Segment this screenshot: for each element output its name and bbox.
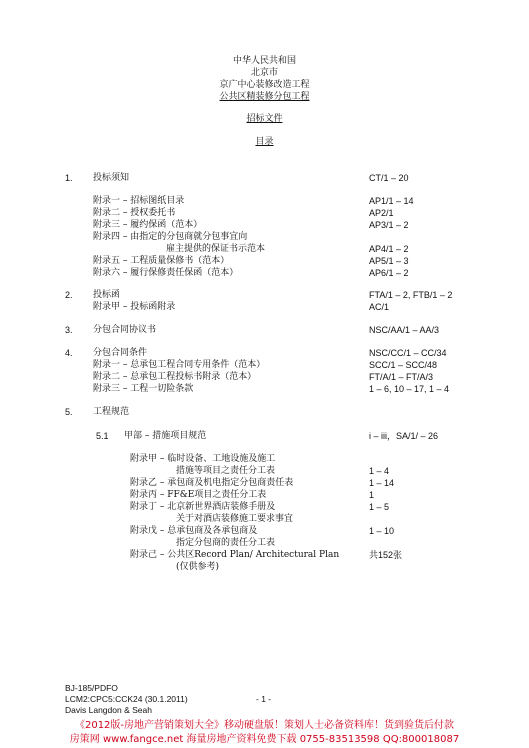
promo-banner-line2: 房策网 www.fangce.net 海量房地产资料免费下载 0755-83513598 QQ:800018087: [69, 734, 460, 745]
header-city: 北京市: [250, 68, 278, 78]
toc-appendix-continued: 措施等项目之责任分工表: [176, 466, 276, 476]
toc-subsection-title: 甲部 – 措施项目规范: [124, 431, 207, 441]
footer-doc-code: BJ-185/PDFO: [65, 683, 118, 693]
toc-ref: 1 – 14: [369, 478, 395, 488]
toc-subtitle: 附录五 – 工程质量保修书（范本）: [93, 256, 230, 266]
header-country: 中华人民共和国: [232, 56, 296, 66]
toc-subtitle: 附录二 – 总承包工程投标书附录（范本）: [93, 372, 257, 382]
toc-ref: i – iii，SA/1/ – 26: [369, 431, 439, 441]
toc-subtitle: 附录二 – 授权委托书: [93, 208, 176, 218]
toc-ref: FT/A/1 – FT/A/3: [369, 372, 434, 382]
toc-ref: NSC/AA/1 – AA/3: [369, 325, 440, 335]
toc-appendix: 附录甲 – 临时设备、工地设施及施工: [130, 454, 276, 464]
toc-ref: AP3/1 – 2: [369, 220, 409, 230]
toc-subtitle: 附录一 – 招标图纸目录: [93, 196, 185, 206]
toc-ref: 1 – 5: [369, 502, 390, 512]
toc-subtitle: 附录甲 – 投标函附录: [93, 302, 176, 312]
toc-number: 4.: [65, 348, 73, 358]
toc-ref: NSC/CC/1 – CC/34: [369, 348, 447, 358]
header-project: 京广中心装修改造工程: [219, 80, 310, 90]
toc-appendix: 附录丙 – FF&E项目之责任分工表: [130, 490, 267, 500]
toc-title: 分包合同协议书: [93, 325, 157, 335]
page-number: - 1 -: [256, 694, 272, 704]
toc-appendix: 附录乙 – 承包商及机电指定分包商责任表: [130, 478, 294, 488]
toc-subtitle: 附录三 – 工程一切险条款: [93, 384, 194, 394]
toc-title: 分包合同条件: [93, 348, 148, 358]
toc-ref: 1 – 10: [369, 526, 395, 536]
toc-title: 投标函: [93, 290, 121, 300]
toc-ref: AP5/1 – 3: [369, 256, 409, 266]
toc-subtitle: 附录六 – 履行保修责任保函（范本）: [93, 268, 239, 278]
toc-ref: AP4/1 – 2: [369, 244, 409, 254]
promo-banner-line1: 《2012版-房地产营销策划大全》移动硬盘版！策划人士必备资料库！货到验货后付款: [74, 720, 455, 731]
toc-ref: AP6/1 – 2: [369, 268, 409, 278]
toc-appendix: 附录丁 – 北京新世界酒店装修手册及: [130, 502, 276, 512]
toc-appendix-continued: (仅供参考): [176, 562, 220, 572]
toc-appendix: 附录戊 – 总承包商及各承包商及: [130, 526, 258, 536]
toc-subnumber: 5.1: [96, 431, 109, 441]
toc-title: 投标须知: [93, 173, 130, 183]
header-contract: [0, 91, 529, 103]
toc-ref: SCC/1 – SCC/48: [369, 360, 438, 370]
toc-number: 1.: [65, 173, 73, 183]
toc-subtitle-continued: 雇主提供的保证书示范本: [166, 244, 266, 254]
toc-ref: AP2/1: [369, 208, 394, 218]
toc-number: 3.: [65, 325, 73, 335]
toc-ref: 共152张: [369, 550, 403, 560]
toc-number: 5.: [65, 407, 73, 417]
toc-appendix-continued: 指定分包商的责任分工表: [176, 538, 276, 548]
toc-subtitle: 附录四 – 由指定的分包商就分包事宜向: [93, 232, 248, 242]
footer-revision: LCM2:CPC5:CCK24 (30.1.2011): [65, 694, 188, 704]
toc-appendix: 附录己 – 公共区Record Plan/ Architectural Plan: [130, 550, 340, 560]
toc-subtitle: 附录一 – 总承包工程合同专用条件（范本）: [93, 360, 266, 370]
toc-subtitle: 附录三 – 履约保函（范本）: [93, 220, 203, 230]
toc-number: 2.: [65, 290, 73, 300]
header-contract-text: 公共区精装修分包工程: [219, 92, 310, 102]
document-title: [0, 113, 529, 125]
document-title-text: 招标文件: [246, 114, 283, 124]
footer-company: Davis Langdon & Seah: [65, 705, 152, 715]
toc-ref: 1 – 4: [369, 466, 390, 476]
toc-title: [0, 136, 529, 148]
toc-title-text: 目录: [255, 137, 274, 147]
toc-ref: AC/1: [369, 302, 390, 312]
toc-ref: FTA/1 – 2, FTB/1 – 2: [369, 290, 453, 300]
toc-ref: CT/1 – 20: [369, 173, 409, 183]
toc-title: 工程规范: [93, 407, 130, 417]
toc-ref: 1: [369, 490, 375, 500]
toc-appendix-continued: 关于对酒店装修施工要求事宜: [176, 514, 294, 524]
toc-ref: AP1/1 – 14: [369, 196, 414, 206]
toc-ref: 1 – 6, 10 – 17, 1 – 4: [369, 384, 450, 394]
